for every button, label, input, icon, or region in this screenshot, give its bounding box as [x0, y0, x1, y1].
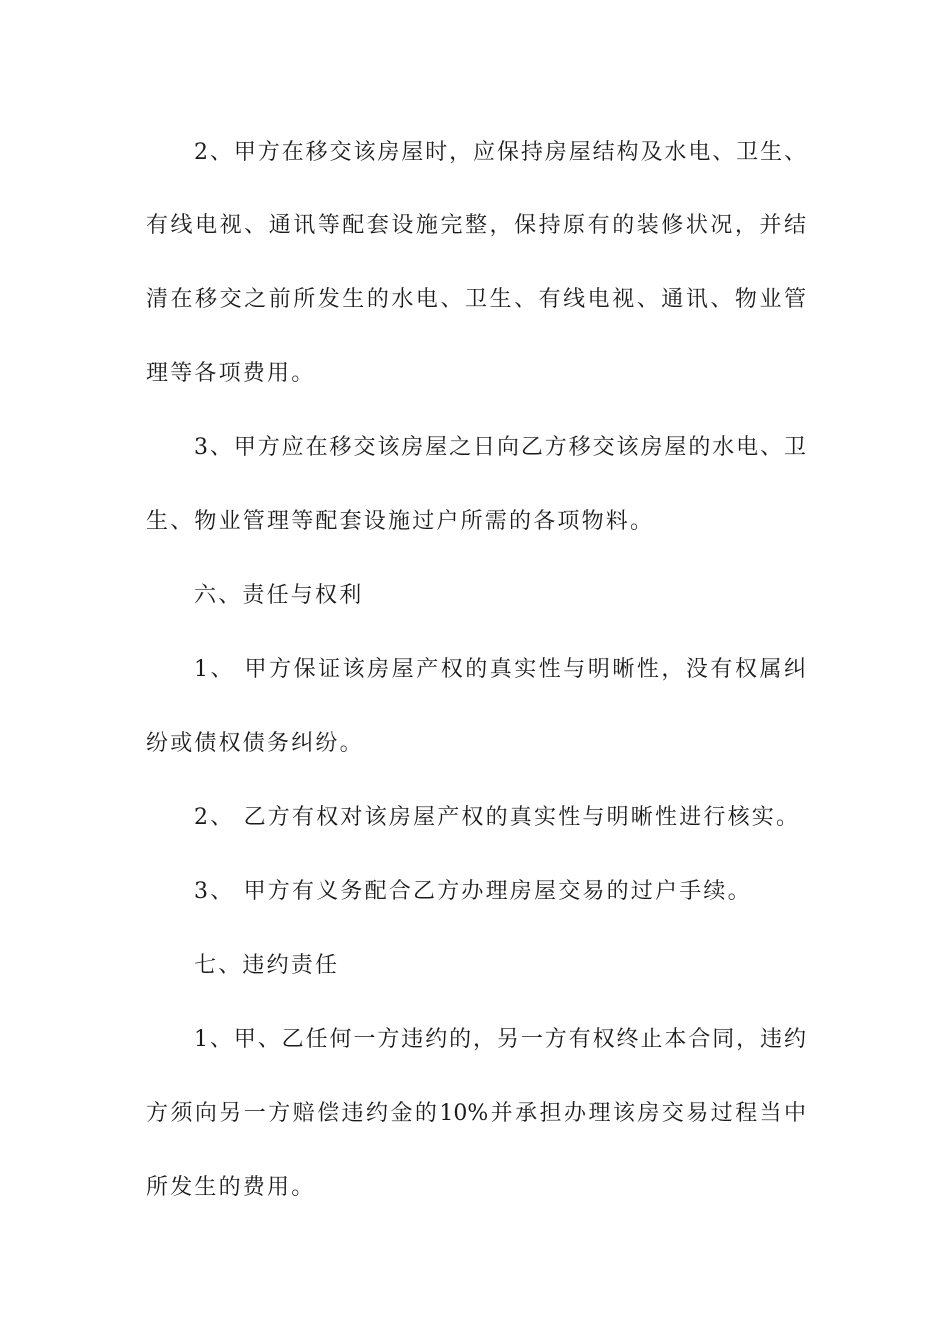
- paragraph-line: 方须向另一方赔偿违约金的10%并承担办理该房交易过程当中: [146, 1101, 806, 1126]
- paragraph-line: 有线电视、通讯等配套设施完整，保持原有的装修状况，并结: [146, 213, 806, 238]
- paragraph-line: 1、甲、乙任何一方违约的，另一方有权终止本合同，违约: [194, 1027, 806, 1052]
- paragraph-line: 理等各项费用。: [146, 361, 316, 386]
- paragraph-line: 纷或债权债务纠纷。: [146, 731, 364, 756]
- paragraph-line: 3、 甲方有义务配合乙方办理房屋交易的过户手续。: [194, 879, 752, 904]
- paragraph-line: 1、 甲方保证该房屋产权的真实性与明晰性，没有权属纠: [194, 657, 806, 682]
- paragraph-line: 2、甲方在移交该房屋时，应保持房屋结构及水电、卫生、: [194, 140, 806, 165]
- paragraph-line: 清在移交之前所发生的水电、卫生、有线电视、通讯、物业管: [146, 287, 806, 312]
- paragraph-line: 生、物业管理等配套设施过户所需的各项物料。: [146, 509, 655, 534]
- paragraph-line: 3、甲方应在移交该房屋之日向乙方移交该房屋的水电、卫: [194, 435, 806, 460]
- section-heading: 七、违约责任: [194, 953, 340, 978]
- paragraph-line: 2、 乙方有权对该房屋产权的真实性与明晰性进行核实。: [194, 805, 801, 830]
- paragraph-line: 所发生的费用。: [146, 1175, 316, 1200]
- section-heading: 六、责任与权利: [194, 583, 364, 608]
